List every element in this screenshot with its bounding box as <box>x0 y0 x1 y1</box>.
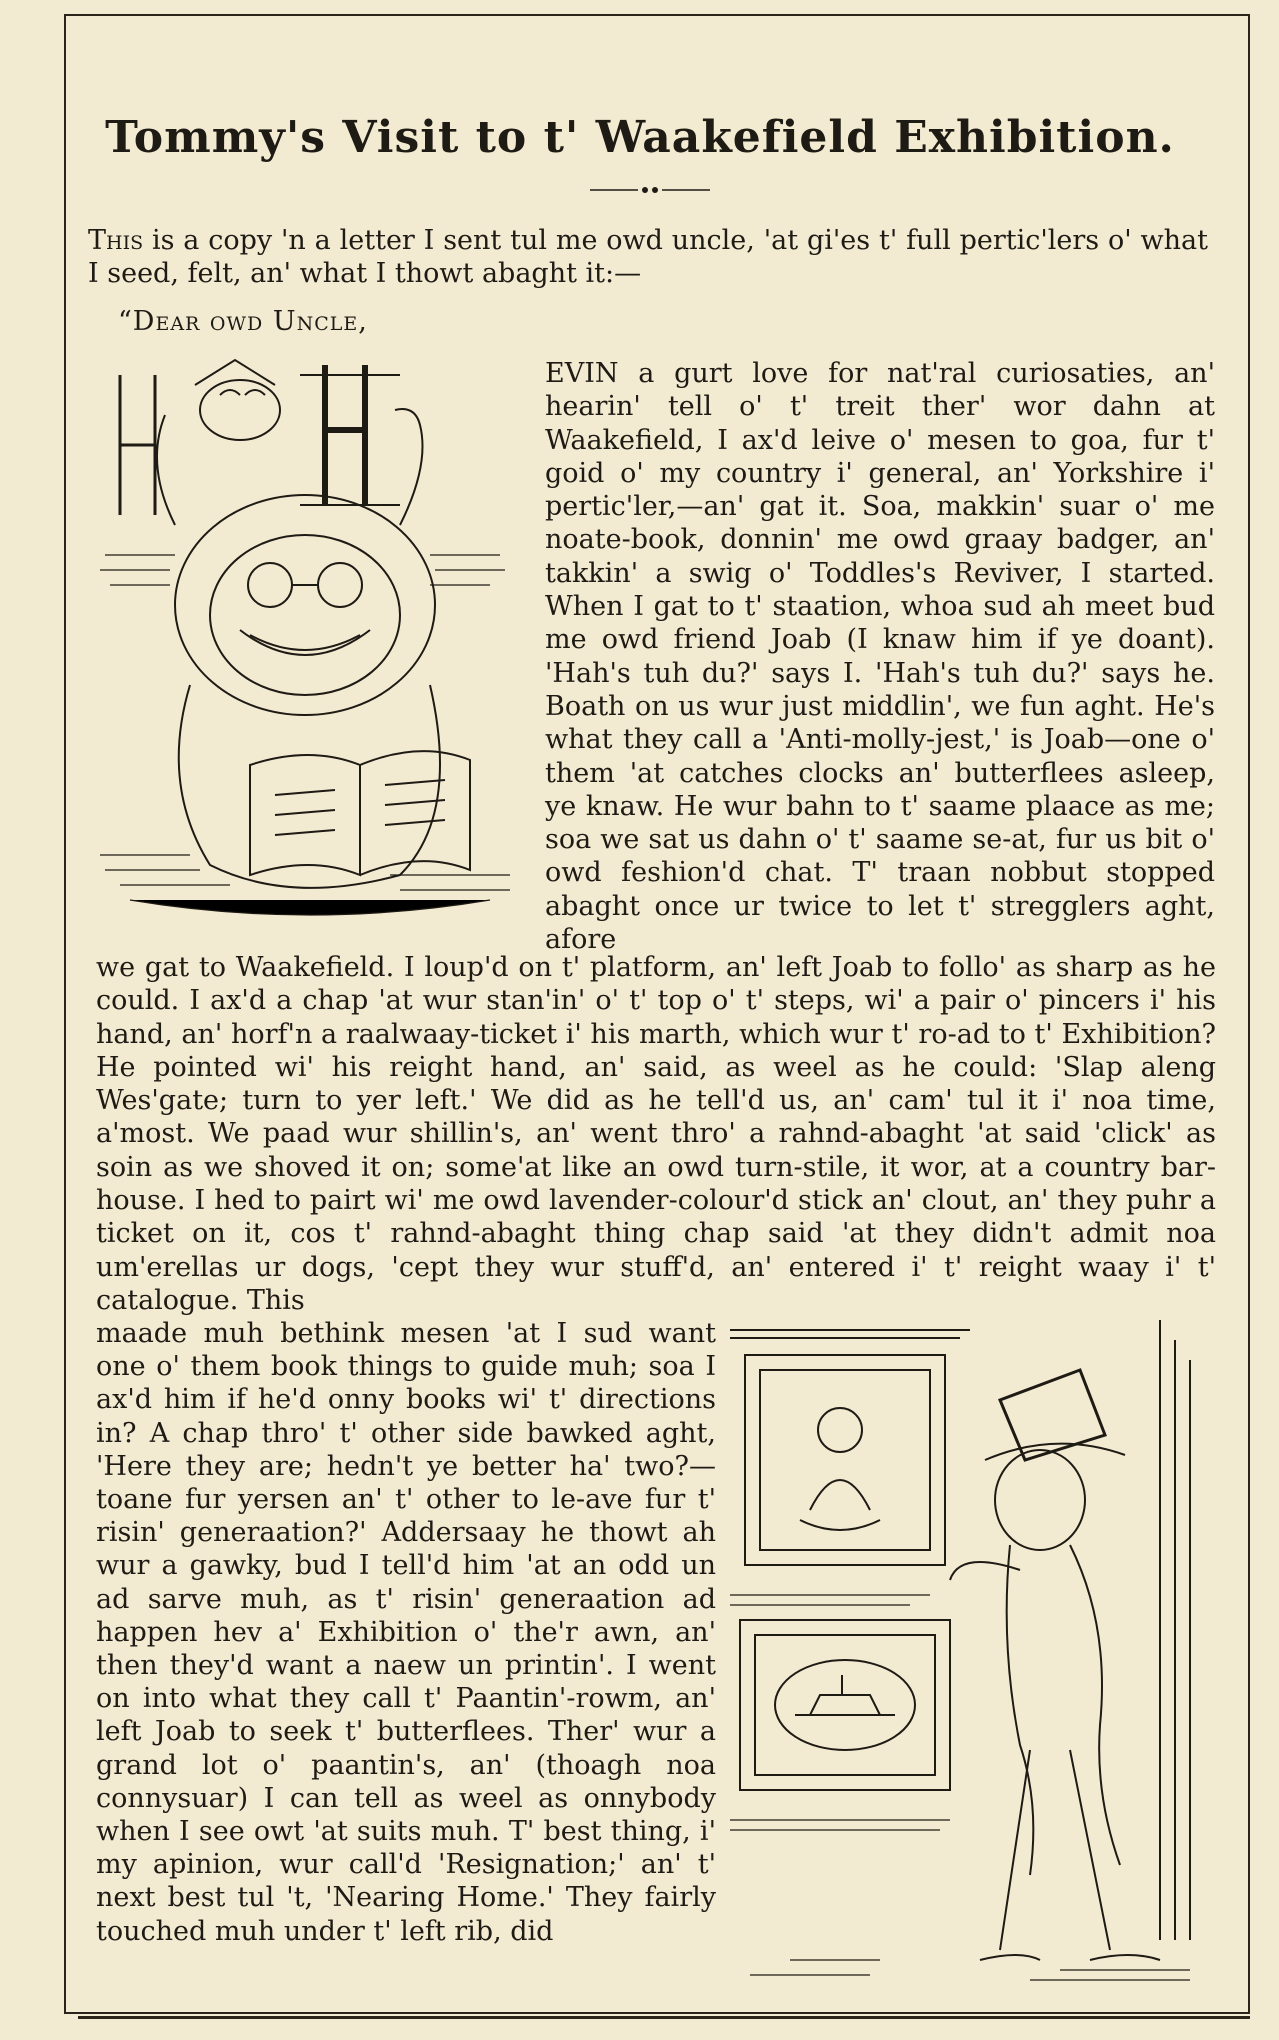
monkey-initial-illustration <box>100 355 530 930</box>
intro-paragraph <box>88 224 1208 290</box>
intro-text: is a copy 'n a letter I sent tul me owd uncle, 'at gi'es t' full pertic'lers o' what I seed, felt, an' what I thowt abaght it:— <box>88 225 1208 289</box>
paragraph-opening: EVIN a gurt love for nat'ral curiosaties, an' hearin' tell o' t' treit ther' wor dahn at Waakefield, I ax'd leive o' mesen to goa, fur t' goid o' my country i' general, an' Yorkshire i' pertic'ler,—an' gat it. Soa, makkin' suar o' me noate-book, donnin' me owd graay badger, an' takkin' a swig o' Toddles's Reviver, I started. When I gat to t' staation, whoa sud ah meet bud me owd friend Joab (I knaw him if ye doant). 'Hah's tuh du?' says I. 'Hah's tuh du?' says he. Boath on us wur just middlin', we fun aght. He's what they call a 'Anti-molly-jest,' is Joab—one o' them 'at catches clocks an' butterflees asleep, ye knaw. He wur bahn to t' saame plaace as me; soa we sat us dahn o' t' saame se-at, fur us bit o' owd feshion'd chat. T' traan nobbut stopped abaght once ur twice to let t' stregglers aght, afore <box>545 358 1215 956</box>
paragraph-painting-room: maade muh bethink mesen 'at I sud want one o' them book things to guide muh; soa I ax'd him if he'd onny books wi' t' directions in? A chap thro' t' other side bawked aght, 'Here they are; hedn't ye better ha' two?—toane fur yersen an' t' other to le-ave fur t' risin' generaation?' Addersaay he thowt ah wur a gawky, bud I tell'd him 'at an odd un ad sarve muh, as t' risin' generaation ad happen hev a' Exhibition o' the'r awn, an' then they'd want a naew un printin'. I went on into what they call t' Paantin'-rowm, an' left Joab to seek t' butterflees. Ther' wur a grand lot o' paantin's, an' (thoagh noa connysuar) I can tell as weel as onnybody when I see owt 'at suits muh. T' best thing, i' my apinion, wur call'd 'Resignation;' an' t' next best tul 't, 'Nearing Home.' They fairly touched muh under t' left rib, did <box>96 1318 716 1947</box>
title-ornament <box>590 185 710 195</box>
intro-lead-word: This <box>88 225 144 256</box>
paragraph-exhibition-entry: we gat to Waakefield. I loup'd on t' platform, an' left Joab to follo' as sharp as he could. I ax'd a chap 'at wur stan'in' o' t' top o' t' steps, wi' a pair o' pincers i' his hand, an' horf'n a raalwaay-ticket i' his marth, which wur t' ro-ad to t' Exhibition? He pointed wi' his reight hand, an' said, as weel as he could: 'Slap aleng Wes'gate; turn to yer left.' We did as he tell'd us, an' cam' tul it i' noa time, a'most. We paad wur shillin's, an' went thro' a rahnd-abaght 'at said 'click' as soin as we shoved it on; some'at like an owd turn-stile, it wor, at a country bar-house. I hed to pairt wi' me owd lavender-colour'd stick an' clout, an' they puhr a ticket on it, cos t' rahnd-abaght thing chap said 'at they didn't admit noa um'erellas ur dogs, 'cept they wur stuff'd, an' entered i' t' reight waay i' t' catalogue. This <box>96 952 1216 1316</box>
bottom-rule <box>78 2016 1250 2019</box>
salutation: “Dear owd Uncle, <box>118 306 368 337</box>
page-title: Tommy's Visit to t' Waakefield Exhibition. <box>105 112 1175 163</box>
gallery-visitor-illustration <box>730 1320 1220 1990</box>
